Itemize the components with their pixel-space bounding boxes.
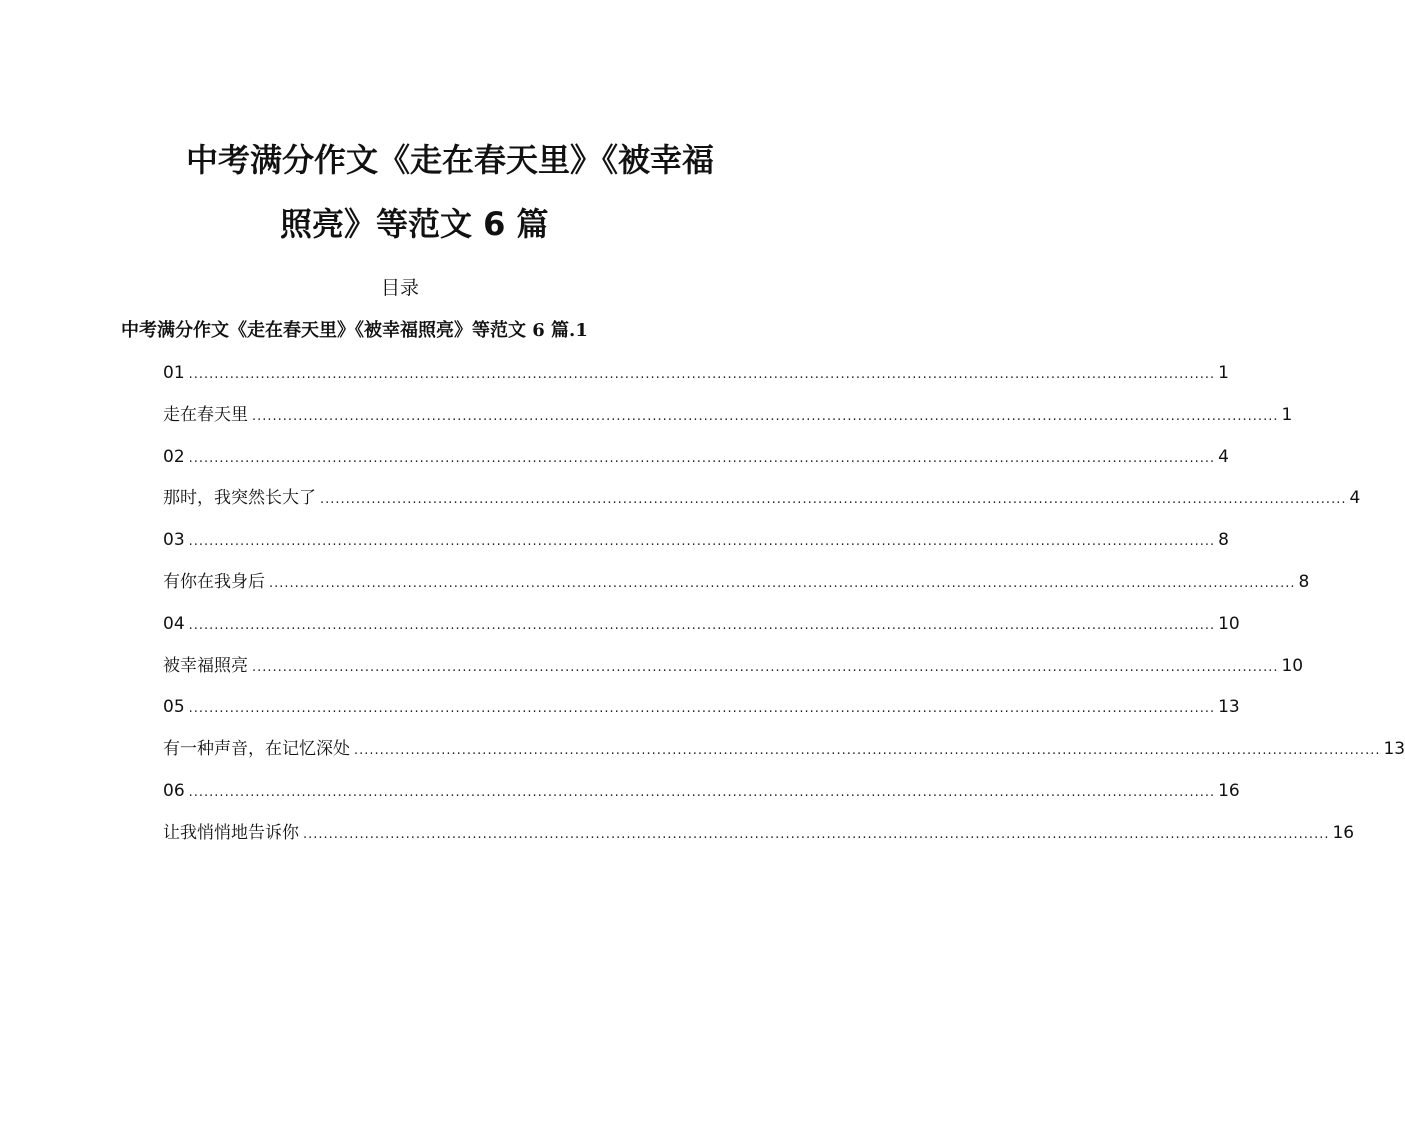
- document-title: [0, 128, 800, 256]
- document-title-line-1: 中考满分作文《走在春天里》《被幸福: [186, 141, 715, 179]
- toc-leader-dots: ........................................................................................................................................................................................................: [188, 701, 1216, 717]
- toc-entry-label: 03: [163, 530, 185, 551]
- toc-entry-label: 05: [163, 697, 185, 718]
- toc-leader-dots: ........................................................................................................................................................................................................: [269, 575, 1296, 591]
- toc-entry-label: 02: [163, 446, 185, 467]
- toc-leader-dots: ........................................................................................................................................................................................................: [188, 617, 1216, 633]
- toc-main-entry[interactable]: 中考满分作文《走在春天里》《被幸福照亮》等范文 6 篇.1: [121, 320, 588, 341]
- toc-entry-label: 06: [163, 780, 185, 801]
- document-title-line-2: 照亮》等范文 6 篇: [280, 205, 549, 243]
- toc-entry[interactable]: [163, 565, 1310, 607]
- toc-entry[interactable]: [163, 523, 1229, 565]
- toc-entry[interactable]: [163, 816, 1355, 858]
- toc-entry-page-number: 10: [1281, 655, 1304, 676]
- toc-entry[interactable]: [163, 607, 1240, 649]
- toc-entry[interactable]: [163, 774, 1240, 816]
- toc-entry-page-number: 4: [1349, 488, 1361, 509]
- toc-leader-dots: ........................................................................................................................................................................................................: [303, 826, 1330, 842]
- toc-leader-dots: ........................................................................................................................................................................................................: [188, 367, 1216, 382]
- toc-entry-page-number: 8: [1218, 530, 1229, 551]
- toc-entry-label: 让我悄悄地告诉你: [163, 822, 299, 843]
- toc-entry[interactable]: [163, 690, 1240, 732]
- toc-entry-label: 有你在我身后: [163, 571, 265, 592]
- toc-entry[interactable]: [163, 732, 1405, 774]
- toc-entry-page-number: 10: [1218, 613, 1240, 634]
- toc-entry-page-number: 16: [1332, 822, 1355, 843]
- toc-entry-page-number: 1: [1281, 404, 1293, 425]
- toc-entry-label: 01: [163, 363, 185, 383]
- toc-entry-page-number: 13: [1383, 739, 1405, 760]
- toc-entry-page-number: 8: [1298, 571, 1310, 592]
- toc-entry-label: 走在春天里: [163, 404, 248, 425]
- toc-entry-label: 04: [163, 613, 185, 634]
- toc-entry[interactable]: [163, 356, 1229, 398]
- toc-entry[interactable]: [163, 481, 1361, 523]
- toc-entry-label: 有一种声音，在记忆深处: [163, 739, 350, 760]
- toc-entry-page-number: 13: [1218, 697, 1240, 718]
- toc-leader-dots: ........................................................................................................................................................................................................: [188, 784, 1216, 800]
- toc-leader-dots: ........................................................................................................................................................................................................: [320, 492, 1347, 508]
- toc-leader-dots: ........................................................................................................................................................................................................: [188, 450, 1216, 466]
- toc-entry-label: 那时，我突然长大了: [163, 488, 316, 509]
- toc-list: [163, 356, 1405, 858]
- toc-leader-dots: ........................................................................................................................................................................................................: [252, 659, 1279, 675]
- toc-leader-dots: ........................................................................................................................................................................................................: [188, 534, 1216, 550]
- toc-entry-label: 被幸福照亮: [163, 655, 248, 676]
- toc-entry[interactable]: [163, 440, 1229, 482]
- toc-heading: 目录: [380, 277, 419, 299]
- toc-leader-dots: ........................................................................................................................................................................................................: [252, 408, 1279, 424]
- toc-entry-page-number: 16: [1218, 780, 1240, 801]
- toc-entry[interactable]: [163, 398, 1293, 440]
- toc-entry-page-number: 1: [1218, 363, 1229, 383]
- toc-entry-page-number: 4: [1218, 446, 1229, 467]
- toc-leader-dots: ........................................................................................................................................................................................................: [354, 743, 1381, 759]
- toc-entry[interactable]: [163, 649, 1304, 691]
